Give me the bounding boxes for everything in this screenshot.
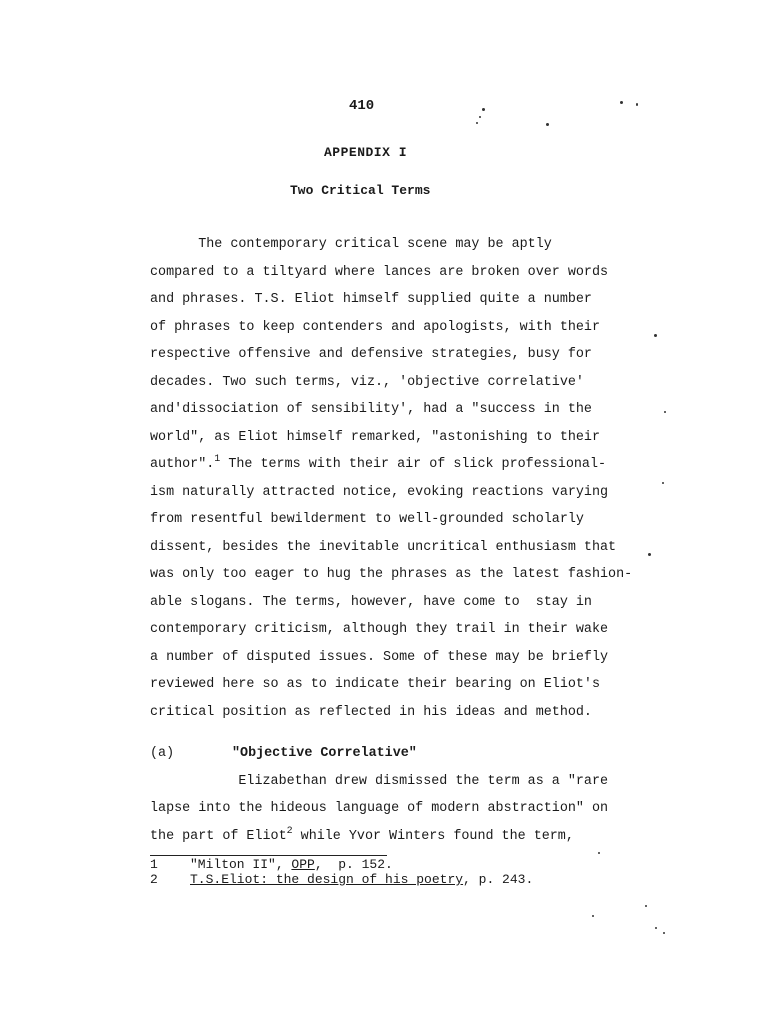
scan-speck (546, 123, 549, 126)
scan-speck (476, 122, 478, 124)
scan-speck (663, 932, 665, 934)
section-title: Two Critical Terms (290, 183, 431, 198)
footnote-text (190, 857, 393, 872)
paragraph-line: respective offensive and defensive strategies, busy for (150, 347, 592, 362)
paragraph-line: contemporary criticism, although they trail in their wake (150, 622, 609, 637)
page-number: 410 (349, 98, 375, 114)
appendix-title: APPENDIX I (324, 145, 408, 160)
footnote-mark: 2 (286, 826, 293, 837)
subsection-line: lapse into the hideous language of modern abstraction" on (150, 801, 609, 816)
scan-speck (620, 101, 623, 104)
paragraph-text: The terms with their air of slick professional- (220, 457, 607, 472)
paragraph-line: was only too eager to hug the phrases as the latest fashion- (150, 567, 633, 582)
scan-speck (654, 334, 657, 337)
paragraph-line: reviewed here so as to indicate their bearing on Eliot's (150, 677, 600, 692)
scan-speck (662, 482, 664, 484)
scan-speck (598, 852, 600, 854)
paragraph-text: author". (150, 457, 215, 472)
scan-speck (636, 103, 638, 106)
paragraph-line: a number of disputed issues. Some of these may be briefly (150, 650, 609, 665)
footnote-text-post: , p. 152. (314, 857, 393, 872)
paragraph-line-with-footnote (150, 454, 607, 473)
subsection-line: Elizabethan drew dismissed the term as a "rare (150, 774, 609, 789)
paragraph-line: decades. Two such terms, viz., 'objective correlative' (150, 375, 584, 390)
paragraph-line: and'dissociation of sensibility', had a "success in the (150, 402, 592, 417)
paragraph-line: world", as Eliot himself remarked, "astonishing to their (150, 430, 600, 445)
scan-speck (655, 927, 657, 929)
paragraph-line: and phrases. T.S. Eliot himself supplied quite a number (150, 292, 592, 307)
subsection-text: while Yvor Winters found the term, (292, 829, 574, 844)
paragraph-line: The contemporary critical scene may be aptly (150, 237, 552, 252)
scan-speck (648, 553, 651, 556)
scan-speck (479, 116, 481, 118)
footnote-number: 2 (150, 872, 158, 887)
footnote-rule (150, 855, 387, 856)
paragraph-line: critical position as reflected in his ideas and method. (150, 705, 592, 720)
paragraph-line: dissent, besides the inevitable uncritical enthusiasm that (150, 540, 617, 555)
subsection-title: "Objective Correlative" (232, 746, 417, 761)
paragraph-line: compared to a tiltyard where lances are broken over words (150, 265, 609, 280)
scan-speck (645, 905, 647, 907)
footnote-source-title: OPP (291, 857, 315, 872)
paragraph-line: able slogans. The terms, however, have come to stay in (150, 595, 592, 610)
paragraph-line: of phrases to keep contenders and apologists, with their (150, 320, 600, 335)
subsection-line-with-footnote (150, 826, 574, 845)
footnote-number: 1 (150, 857, 158, 872)
footnote-source-title: T.S.Eliot: the design of his poetry (190, 872, 464, 887)
paragraph-line: ism naturally attracted notice, evoking reactions varying (150, 485, 609, 500)
scan-speck (664, 411, 666, 413)
scan-speck (592, 915, 594, 917)
footnote-text-post: , p. 243. (463, 872, 534, 887)
paragraph-line: from resentful bewilderment to well-grounded scholarly (150, 512, 584, 527)
scan-speck (482, 108, 485, 111)
subsection-text: the part of Eliot (150, 829, 287, 844)
footnote-text (190, 872, 533, 887)
footnote-text-pre: "Milton II", (190, 857, 292, 872)
subsection-label: (a) (150, 746, 175, 761)
footnote-mark: 1 (214, 454, 221, 465)
